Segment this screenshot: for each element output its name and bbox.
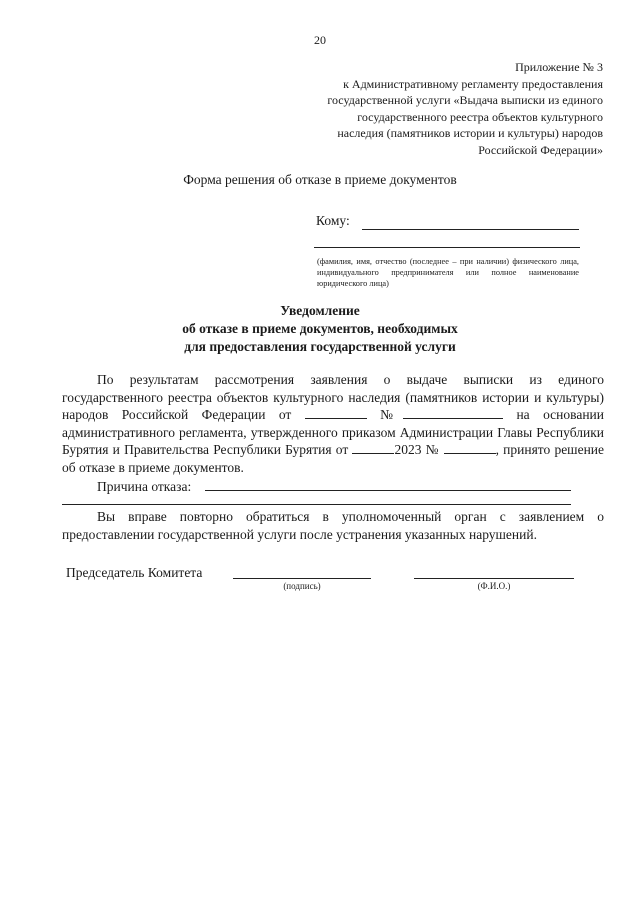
recipient-hint: (фамилия, имя, отчество (последнее – при наличии) физического лица, индивидуального предпринимателя или полное наименование юридического лица)	[317, 257, 579, 288]
body-text-part-3: , принято решение об отказе в приеме документов.	[62, 442, 605, 475]
recipient-line	[362, 229, 579, 230]
full-name-line	[414, 578, 574, 579]
appendix-line-2: к Административному регламенту предоставления	[343, 76, 603, 91]
order-year: 2023 №	[394, 442, 440, 457]
notice-title-line-1: Уведомление	[280, 303, 360, 318]
order-date-field	[352, 441, 394, 454]
appendix-line-3: государственной услуги «Выдача выписки из единого	[327, 93, 603, 108]
body-paragraph-2	[62, 508, 604, 543]
refusal-reason-label: Причина отказа:	[97, 479, 192, 494]
appendix-line-6: Российской Федерации»	[478, 142, 603, 157]
body-text-part-2: на основании административного регламента, утвержденного приказом Администрации Главы Республики Бурятия и Правительства Республики Бурятия от	[62, 407, 604, 457]
full-name-caption: (Ф.И.О.)	[477, 581, 511, 591]
order-number-field	[444, 441, 496, 454]
notice-title	[0, 302, 640, 356]
appendix-line-1: Приложение № 3	[515, 60, 603, 74]
signature-line	[233, 578, 371, 579]
appendix-header	[273, 59, 603, 159]
recipient-label: Кому:	[316, 213, 350, 228]
signature-caption: (подпись)	[283, 581, 321, 591]
page-number: 20	[314, 33, 326, 47]
form-title: Форма решения об отказе в приеме документов	[183, 172, 457, 187]
body-text-part-1: По результатам рассмотрения заявления о выдаче выписки из единого государственного реестра объектов культурного наследия (памятников истории и культуры) народов Российской Федерации от	[62, 372, 604, 422]
body-paragraph-1	[62, 371, 604, 476]
signer-title: Председатель Комитета	[66, 565, 203, 580]
recipient-line-2	[314, 247, 580, 248]
notice-title-line-3: для предоставления государственной услуги	[184, 339, 456, 354]
refusal-reason-line-2	[62, 504, 571, 505]
appendix-line-4: государственного реестра объектов культурного	[357, 109, 603, 124]
application-number-field	[403, 406, 503, 419]
reapply-text: Вы вправе повторно обратиться в уполномоченный орган с заявлением о предоставлении государственной услуги после устранения указанных нарушений.	[62, 509, 604, 542]
notice-title-line-2: об отказе в приеме документов, необходимых	[182, 321, 458, 336]
application-date-field	[305, 406, 367, 419]
appendix-line-5: наследия (памятников истории и культуры) народов	[337, 126, 603, 141]
refusal-reason-line-1	[205, 490, 571, 491]
number-sign: №	[380, 407, 404, 422]
